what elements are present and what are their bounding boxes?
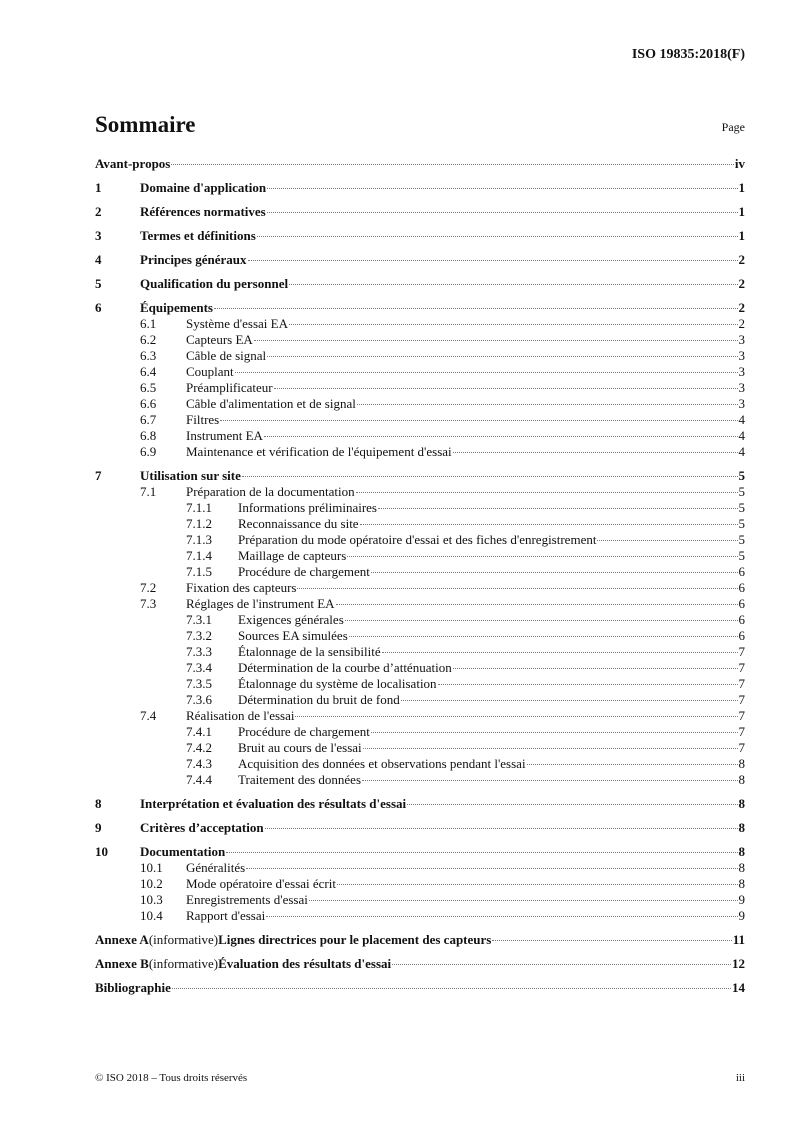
section-number: 7.3.2: [186, 628, 212, 643]
dot-leader: [257, 236, 738, 237]
page-ref: 5: [738, 548, 745, 563]
toc-entry[interactable]: [186, 532, 745, 548]
page-ref: 5: [738, 484, 745, 499]
page-ref: 7: [738, 692, 745, 707]
section-title: Qualification du personnel: [140, 276, 289, 291]
dot-leader: [264, 436, 738, 437]
section-number: 6.6: [140, 396, 157, 411]
page-ref: 5: [738, 468, 745, 483]
toc-entry[interactable]: [140, 876, 745, 892]
section-number: 7: [95, 468, 102, 483]
section-title: Interprétation et évaluation des résultats d'essai: [140, 796, 407, 811]
page-ref: 5: [738, 500, 745, 515]
page-ref: 8: [738, 756, 745, 771]
section-title: Détermination du bruit de fond: [238, 692, 400, 707]
toc-entry[interactable]: [140, 428, 745, 444]
section-number: 7.1.5: [186, 564, 212, 579]
section-title: Procédure de chargement: [238, 564, 370, 579]
section-title: Couplant: [186, 364, 234, 379]
section-number: 7.3.1: [186, 612, 212, 627]
toc-entry[interactable]: [140, 396, 745, 412]
toc-entry[interactable]: [140, 364, 745, 380]
copyright: © ISO 2018 – Tous droits réservés: [95, 1072, 248, 1084]
dot-leader: [172, 988, 731, 989]
section-number: 7.3.6: [186, 692, 212, 707]
section-number: 10.1: [140, 860, 163, 875]
page-ref: 9: [738, 908, 745, 923]
dot-leader: [363, 748, 738, 749]
section-number: 7.3.4: [186, 660, 212, 675]
section-title: Avant-propos: [95, 156, 171, 171]
toc-entry[interactable]: [140, 444, 745, 460]
section-title: Maillage de capteurs: [238, 548, 347, 563]
dot-leader: [401, 700, 738, 701]
toc-entry[interactable]: [140, 708, 745, 724]
section-title: Documentation: [140, 844, 226, 859]
page-ref: 3: [738, 380, 745, 395]
toc-entry[interactable]: [95, 820, 745, 836]
toc-entry[interactable]: [140, 892, 745, 908]
page-ref: 8: [738, 860, 745, 875]
page-ref: 1: [738, 180, 745, 195]
dot-leader: [407, 804, 737, 805]
dot-leader: [382, 652, 738, 653]
toc-entry[interactable]: [186, 772, 745, 788]
footer: [95, 1072, 745, 1084]
page-ref: 5: [738, 532, 745, 547]
page-ref: 3: [738, 364, 745, 379]
dot-leader: [254, 340, 738, 341]
dot-leader: [267, 212, 738, 213]
dot-leader: [267, 356, 737, 357]
dot-leader: [371, 572, 738, 573]
section-number: 6: [95, 300, 102, 315]
section-number: 8: [95, 796, 102, 811]
toc-entry[interactable]: [186, 516, 745, 532]
toc-entry[interactable]: [140, 380, 745, 396]
page-ref: 7: [738, 724, 745, 739]
document-id: ISO 19835:2018(F): [631, 47, 745, 62]
section-title: Reconnaissance du site: [238, 516, 359, 531]
section-title: Informations préliminaires: [238, 500, 377, 515]
page-ref: 6: [738, 612, 745, 627]
section-number: 10: [95, 844, 108, 859]
section-title: Étalonnage de la sensibilité: [238, 644, 381, 659]
toc-entry[interactable]: [95, 204, 745, 220]
dot-leader: [345, 620, 738, 621]
dot-leader: [265, 828, 738, 829]
toc-entry[interactable]: [186, 724, 745, 740]
section-number: 3: [95, 228, 102, 243]
section-number: 7.3: [140, 596, 157, 611]
dot-leader: [336, 604, 738, 605]
page-title: Sommaire: [95, 112, 196, 137]
dot-leader: [337, 884, 738, 885]
dot-leader: [347, 556, 737, 557]
dot-leader: [267, 188, 737, 189]
section-title: Préparation du mode opératoire d'essai et des fiches d'enregistrement: [238, 532, 597, 547]
section-title: Lignes directrices pour le placement des capteurs: [218, 932, 492, 947]
section-number: 7.4.2: [186, 740, 212, 755]
page-ref: 3: [738, 348, 745, 363]
toc-entry[interactable]: [186, 676, 745, 692]
dot-leader: [378, 508, 738, 509]
toc-entry[interactable]: [140, 596, 745, 612]
page-ref: 8: [738, 772, 745, 787]
toc-entry[interactable]: [95, 956, 745, 972]
dot-leader: [309, 900, 738, 901]
section-number: 9: [95, 820, 102, 835]
section-title: Rapport d'essai: [186, 908, 266, 923]
page-ref: 6: [738, 596, 745, 611]
section-title: Réalisation de l'essai: [186, 708, 295, 723]
page-ref: 14: [732, 980, 745, 995]
page-ref: 3: [738, 396, 745, 411]
section-number: 6.5: [140, 380, 157, 395]
dot-leader: [349, 636, 738, 637]
section-number: 7.1: [140, 484, 157, 499]
toc-entry[interactable]: [140, 316, 745, 332]
page-ref: 4: [738, 444, 745, 459]
toc-entry[interactable]: [95, 228, 745, 244]
dot-leader: [371, 732, 738, 733]
dot-leader: [274, 388, 738, 389]
section-title: Maintenance et vérification de l'équipement d'essai: [186, 444, 452, 459]
toc-entry[interactable]: [95, 252, 745, 268]
section-number: 1: [95, 180, 102, 195]
section-number: 10.4: [140, 908, 163, 923]
dot-leader: [356, 492, 738, 493]
toc-entry[interactable]: [140, 348, 745, 364]
dot-leader: [171, 164, 734, 165]
annex-label: Annexe B: [95, 956, 149, 971]
toc-entry[interactable]: [95, 844, 745, 860]
toc-entry[interactable]: [95, 796, 745, 812]
section-number: 7.4: [140, 708, 157, 723]
dot-leader: [392, 964, 731, 965]
page-ref: 11: [732, 932, 745, 947]
toc-entry[interactable]: [95, 468, 745, 484]
page-ref: 4: [738, 412, 745, 427]
dot-leader: [438, 684, 738, 685]
toc-entry[interactable]: [140, 484, 745, 500]
section-title: Câble de signal: [186, 348, 267, 363]
dot-leader: [453, 668, 738, 669]
toc-entry[interactable]: [186, 500, 745, 516]
section-title: Réglages de l'instrument EA: [186, 596, 335, 611]
section-number: 7.1.3: [186, 532, 212, 547]
section-number: 7.4.1: [186, 724, 212, 739]
section-title: Système d'essai EA: [186, 316, 288, 331]
section-number: 7.2: [140, 580, 157, 595]
page-ref: 8: [738, 796, 745, 811]
page-ref: 12: [732, 956, 745, 971]
toc-entry[interactable]: [140, 908, 745, 924]
annex-type: (informative): [148, 956, 219, 971]
toc-entry[interactable]: [186, 548, 745, 564]
dot-leader: [220, 420, 737, 421]
dot-leader: [214, 308, 738, 309]
toc-entry[interactable]: [186, 612, 745, 628]
section-title: Détermination de la courbe d’atténuation: [238, 660, 452, 675]
section-title: Capteurs EA: [186, 332, 253, 347]
page-ref: 2: [738, 276, 745, 291]
section-title: Étalonnage du système de localisation: [238, 676, 437, 691]
toc-entry[interactable]: [95, 156, 745, 172]
toc-entry[interactable]: [95, 300, 745, 316]
page-ref: 2: [738, 252, 745, 267]
dot-leader: [248, 260, 738, 261]
page-ref: iv: [734, 156, 745, 171]
section-number: 6.1: [140, 316, 157, 331]
page-ref: 3: [738, 332, 745, 347]
section-title: Procédure de chargement: [238, 724, 370, 739]
section-title: Domaine d'application: [140, 180, 267, 195]
dot-leader: [527, 764, 738, 765]
section-number: 6.4: [140, 364, 157, 379]
section-number: 10.3: [140, 892, 163, 907]
page-ref: 2: [738, 316, 745, 331]
page-ref: 7: [738, 676, 745, 691]
section-number: 6.8: [140, 428, 157, 443]
section-title: Acquisition des données et observations pendant l'essai: [238, 756, 526, 771]
annex-type: (informative): [148, 932, 219, 947]
page-ref: 5: [738, 516, 745, 531]
dot-leader: [226, 852, 737, 853]
toc-entry[interactable]: [95, 276, 745, 292]
section-number: 6.7: [140, 412, 157, 427]
section-title: Filtres: [186, 412, 220, 427]
section-number: 7.1.4: [186, 548, 212, 563]
page-ref: 8: [738, 876, 745, 891]
page-ref: 6: [738, 628, 745, 643]
toc-entry[interactable]: [186, 644, 745, 660]
toc-entry[interactable]: [95, 180, 745, 196]
section-number: 7.4.3: [186, 756, 212, 771]
toc-entry[interactable]: [186, 660, 745, 676]
dot-leader: [235, 372, 738, 373]
toc-entry[interactable]: [140, 332, 745, 348]
toc-entry[interactable]: [95, 932, 745, 948]
section-title: Instrument EA: [186, 428, 263, 443]
section-title: Bibliographie: [95, 980, 171, 995]
section-number: 5: [95, 276, 102, 291]
section-title: Généralités: [186, 860, 246, 875]
dot-leader: [362, 780, 738, 781]
dot-leader: [246, 868, 737, 869]
section-title: Critères d’acceptation: [140, 820, 264, 835]
section-number: 6.9: [140, 444, 157, 459]
dot-leader: [289, 284, 737, 285]
section-number: 6.3: [140, 348, 157, 363]
section-title: Préamplificateur: [186, 380, 273, 395]
section-title: Traitement des données: [238, 772, 361, 787]
page-ref: 7: [738, 740, 745, 755]
dot-leader: [266, 916, 737, 917]
toc-entry[interactable]: [186, 740, 745, 756]
section-title: Équipements: [140, 300, 213, 315]
section-number: 2: [95, 204, 102, 219]
annex-label: Annexe A: [95, 932, 149, 947]
toc-entry[interactable]: [186, 756, 745, 772]
section-number: 10.2: [140, 876, 163, 891]
section-title: Préparation de la documentation: [186, 484, 355, 499]
section-title: Mode opératoire d'essai écrit: [186, 876, 336, 891]
section-title: Câble d'alimentation et de signal: [186, 396, 356, 411]
section-title: Fixation des capteurs: [186, 580, 297, 595]
toc-entry[interactable]: [186, 628, 745, 644]
section-title: Exigences générales: [238, 612, 344, 627]
section-title: Références normatives: [140, 204, 266, 219]
toc-entry[interactable]: [95, 980, 745, 996]
toc-entry[interactable]: [186, 564, 745, 580]
dot-leader: [289, 324, 738, 325]
page-ref: 4: [738, 428, 745, 443]
page-ref: 8: [738, 844, 745, 859]
page-column-label: Page: [721, 120, 745, 134]
section-title: Évaluation des résultats d'essai: [218, 956, 392, 971]
toc-entry[interactable]: [140, 580, 745, 596]
page-ref: 1: [738, 228, 745, 243]
page-ref: 2: [738, 300, 745, 315]
dot-leader: [453, 452, 738, 453]
dot-leader: [357, 404, 738, 405]
dot-leader: [295, 716, 737, 717]
section-number: 7.3.3: [186, 644, 212, 659]
page-ref: 7: [738, 660, 745, 675]
toc-entry[interactable]: [186, 692, 745, 708]
section-number: 7.4.4: [186, 772, 212, 787]
section-number: 7.1.2: [186, 516, 212, 531]
section-number: 4: [95, 252, 102, 267]
dot-leader: [242, 476, 738, 477]
page-ref: 6: [738, 564, 745, 579]
toc-entry[interactable]: [140, 412, 745, 428]
section-title: Utilisation sur site: [140, 468, 241, 483]
section-title: Principes généraux: [140, 252, 247, 267]
dot-leader: [297, 588, 737, 589]
page-ref: 7: [738, 708, 745, 723]
section-number: 6.2: [140, 332, 157, 347]
section-number: 7.3.5: [186, 676, 212, 691]
section-title: Termes et définitions: [140, 228, 256, 243]
page-ref: 1: [738, 204, 745, 219]
page-ref: 8: [738, 820, 745, 835]
page-ref: 6: [738, 580, 745, 595]
dot-leader: [492, 940, 731, 941]
dot-leader: [360, 524, 738, 525]
section-title: Bruit au cours de l'essai: [238, 740, 362, 755]
page-ref: 9: [738, 892, 745, 907]
section-title: Enregistrements d'essai: [186, 892, 308, 907]
toc-entry[interactable]: [140, 860, 745, 876]
page-ref: 7: [738, 644, 745, 659]
section-title: Sources EA simulées: [238, 628, 348, 643]
page-number: iii: [735, 1072, 745, 1084]
dot-leader: [597, 540, 737, 541]
section-number: 7.1.1: [186, 500, 212, 515]
